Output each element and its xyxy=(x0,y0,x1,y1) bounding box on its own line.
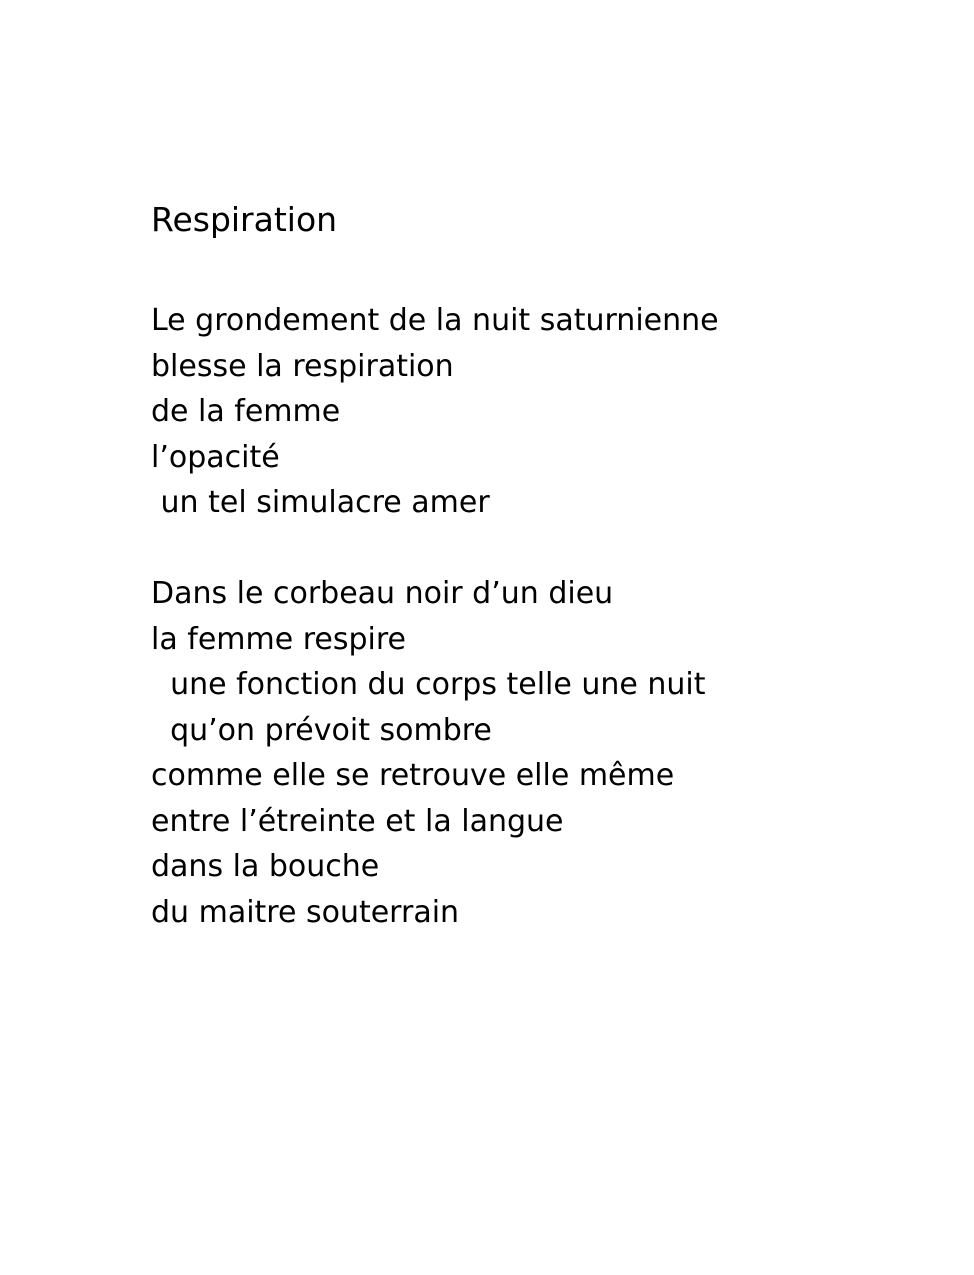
poem-line: Le grondement de la nuit saturnienne xyxy=(151,303,719,338)
poem-line: un tel simulacre amer xyxy=(151,485,490,520)
poem-title: Respiration xyxy=(151,200,338,239)
poem-line: Dans le corbeau noir d’un dieu xyxy=(151,576,614,611)
poem-line: la femme respire xyxy=(151,621,406,657)
poem-line: de la femme xyxy=(151,394,341,429)
poem-line: entre l’étreinte et la langue xyxy=(151,803,564,839)
poem-line: blesse la respiration xyxy=(151,348,454,384)
poem-line: une fonction du corps telle une nuit xyxy=(151,667,706,702)
poem-line: dans la bouche xyxy=(151,849,380,884)
poem-line: comme elle se retrouve elle même xyxy=(151,758,675,793)
stanza-2 xyxy=(151,571,706,935)
poem-line: du maitre souterrain xyxy=(151,894,460,930)
poem-line: l’opacité xyxy=(151,439,280,475)
stanza-1 xyxy=(151,298,719,526)
poem-line: qu’on prévoit sombre xyxy=(151,712,492,748)
